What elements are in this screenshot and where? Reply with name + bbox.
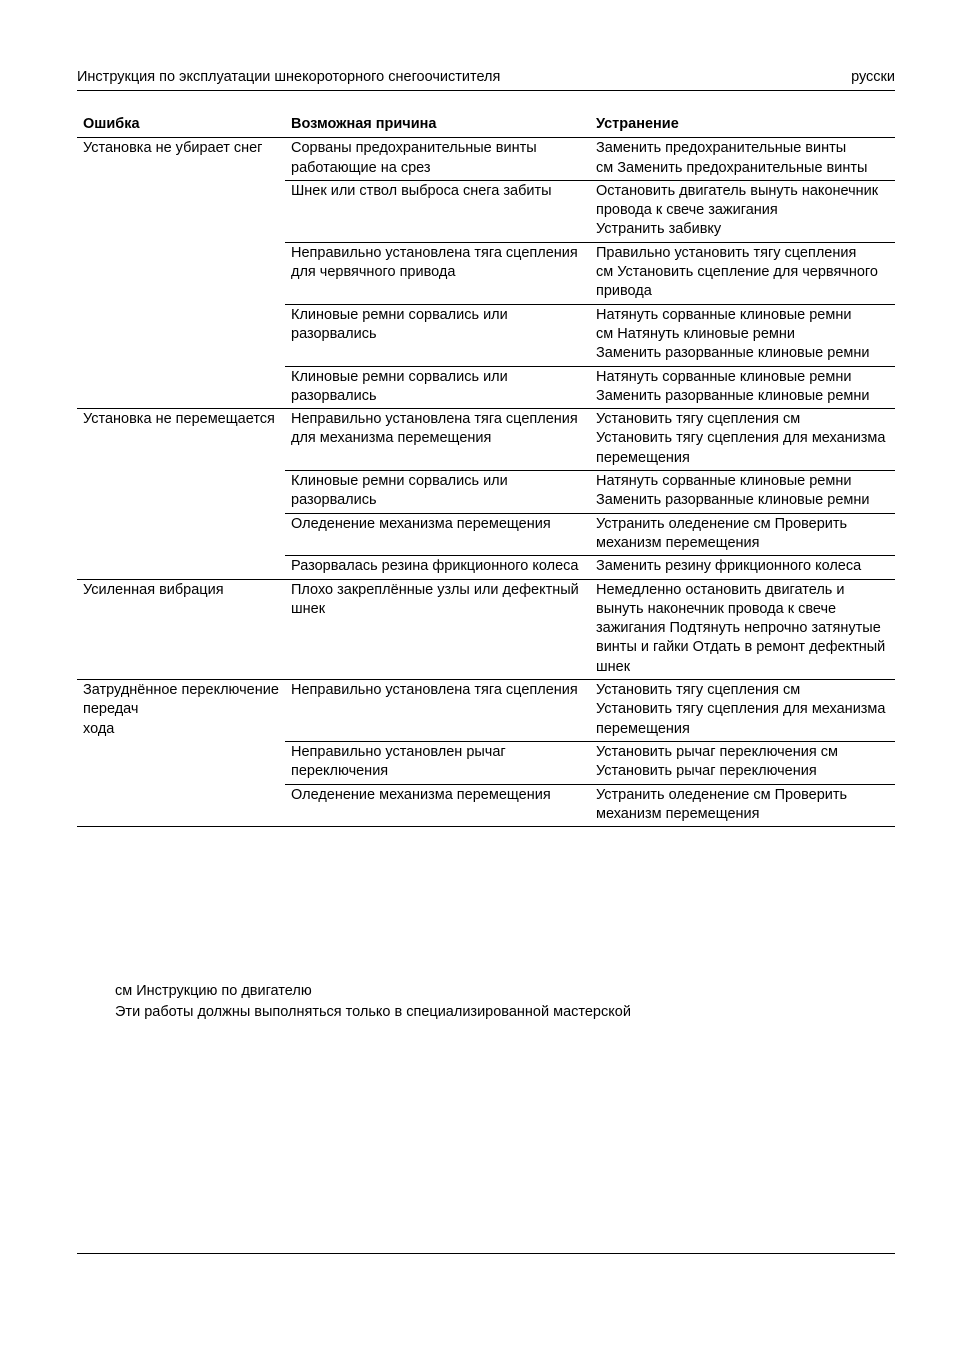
- column-header-fix: Устранение: [590, 113, 895, 138]
- footnote-workshop-only: Эти работы должны выполняться только в специализированной мастерской: [115, 1004, 631, 1021]
- table-row: [77, 138, 895, 181]
- page-header-language: русски: [851, 69, 895, 85]
- error-cell: Установка не перемещается: [77, 409, 285, 579]
- cause-cell: Оледенение механизма перемещения: [285, 513, 590, 556]
- cause-cell: Разорвалась резина фрикционного колеса: [285, 556, 590, 579]
- fix-cell: Установить тягу сцепления см Установить тягу сцепления для механизма перемещения: [590, 680, 895, 742]
- error-cell: Затруднённое переключение передач хода: [77, 680, 285, 827]
- cause-cell: Шнек или ствол выброса снега забиты: [285, 180, 590, 242]
- fix-cell: Правильно установить тягу сцепления см Установить сцепление для червячного привода: [590, 242, 895, 304]
- error-cell: Установка не убирает снег: [77, 138, 285, 409]
- fix-cell: Устранить оледенение см Проверить механизм перемещения: [590, 784, 895, 827]
- fix-cell: Устранить оледенение см Проверить механизм перемещения: [590, 513, 895, 556]
- fix-cell: Немедленно остановить двигатель и вынуть наконечник провода к свече зажигания Подтянуть непрочно затянутые винты и гайки Отдать в ремонт дефектный шнек: [590, 579, 895, 679]
- cause-cell: Клиновые ремни сорвались или разорвались: [285, 304, 590, 366]
- cause-cell: Неправильно установлен рычаг переключения: [285, 741, 590, 784]
- fix-cell: Остановить двигатель вынуть наконечник провода к свече зажигания Устранить забивку: [590, 180, 895, 242]
- table-row: [77, 579, 895, 679]
- footer-divider: [77, 1253, 895, 1254]
- cause-cell: Оледенение механизма перемещения: [285, 784, 590, 827]
- fix-cell: Натянуть сорванные клиновые ремни см Натянуть клиновые ремни Заменить разорванные клиновые ремни: [590, 304, 895, 366]
- cause-cell: Плохо закреплённые узлы или дефектный шнек: [285, 579, 590, 679]
- column-header-error: Ошибка: [77, 113, 285, 138]
- cause-cell: Неправильно установлена тяга сцепления для червячного привода: [285, 242, 590, 304]
- footnote-see-engine-manual: см Инструкцию по двигателю: [115, 983, 312, 999]
- cause-cell: Неправильно установлена тяга сцепления для механизма перемещения: [285, 409, 590, 471]
- fix-cell: Установить рычаг переключения см Установить рычаг переключения: [590, 741, 895, 784]
- table-body: [77, 138, 895, 827]
- cause-cell: Неправильно установлена тяга сцепления: [285, 680, 590, 742]
- fix-cell: Натянуть сорванные клиновые ремни Заменить разорванные клиновые ремни: [590, 471, 895, 514]
- fix-cell: Установить тягу сцепления см Установить тягу сцепления для механизма перемещения: [590, 409, 895, 471]
- column-header-cause: Возможная причина: [285, 113, 590, 138]
- troubleshooting-table: [77, 113, 895, 827]
- page-header-title: Инструкция по эксплуатации шнекороторного снегоочистителя: [77, 69, 501, 85]
- cause-cell: Клиновые ремни сорвались или разорвались: [285, 366, 590, 409]
- fix-cell: Натянуть сорванные клиновые ремни Заменить разорванные клиновые ремни: [590, 366, 895, 409]
- cause-cell: Сорваны предохранительные винты работающие на срез: [285, 138, 590, 181]
- header-divider: [77, 90, 895, 91]
- fix-cell: Заменить предохранительные винты см Заменить предохранительные винты: [590, 138, 895, 181]
- error-cell: Усиленная вибрация: [77, 579, 285, 679]
- table-row: [77, 680, 895, 742]
- table-row: [77, 409, 895, 471]
- footnotes: [115, 982, 631, 1025]
- table-header-row: [77, 113, 895, 138]
- fix-cell: Заменить резину фрикционного колеса: [590, 556, 895, 579]
- cause-cell: Клиновые ремни сорвались или разорвались: [285, 471, 590, 514]
